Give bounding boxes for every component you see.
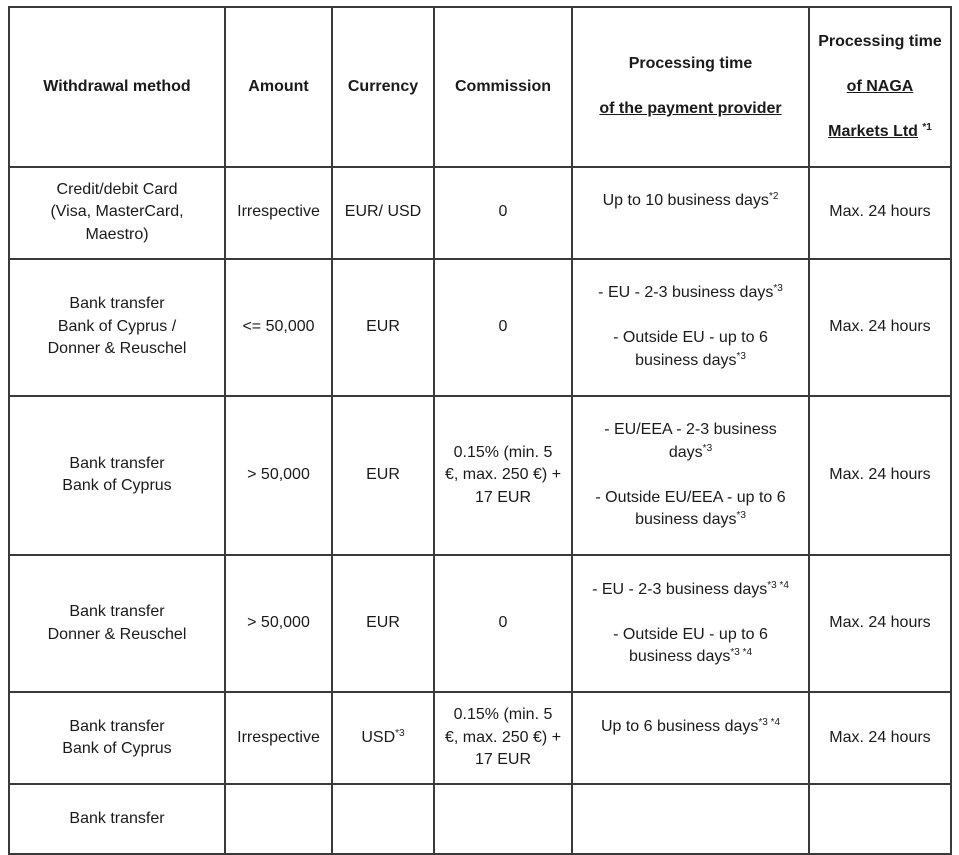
cell-withdrawal-method: Credit/debit Card (Visa, MasterCard, Maestro) [9, 167, 225, 259]
cell-amount: > 50,000 [225, 555, 332, 692]
provider-time-a-footnote: *3 *4 [758, 716, 781, 728]
provider-time-b-text: - Outside EU/EEA - up to 6 business days [595, 488, 786, 528]
cell-withdrawal-method: Bank transfer Bank of Cyprus [9, 692, 225, 784]
cell-provider-processing-time [572, 259, 809, 396]
provider-time-a-text: - EU/EEA - 2-3 business days [604, 421, 777, 461]
provider-time-b-footnote: *3 *4 [730, 647, 753, 658]
header-naga-time-footnote: *1 [922, 121, 932, 133]
header-provider-time-line1: Processing time [628, 55, 753, 72]
header-naga-time-line1: Processing time [818, 32, 942, 50]
table-body [9, 167, 951, 854]
provider-time-a-text: - EU - 2-3 business days [592, 580, 768, 598]
cell-currency [332, 167, 434, 259]
provider-time-a-text: - EU - 2-3 business days [598, 284, 774, 301]
cell-commission: 0.15% (min. 5 €, max. 250 €) + 17 EUR [434, 692, 572, 784]
cell-withdrawal-method: Bank transfer [9, 784, 225, 854]
cell-naga-processing-time: Max. 24 hours [809, 692, 951, 784]
table-header-row [9, 7, 951, 167]
currency-text: USD [361, 728, 396, 746]
provider-time-line-b [579, 327, 802, 372]
cell-amount [225, 784, 332, 854]
cell-naga-processing-time: Max. 24 hours [809, 555, 951, 692]
header-currency: Currency [332, 7, 434, 167]
header-naga-time-line3-text: Markets Ltd [828, 122, 918, 140]
cell-provider-processing-time [572, 167, 809, 259]
cell-currency [332, 396, 434, 556]
cell-currency [332, 555, 434, 692]
cell-amount: Irrespective [225, 167, 332, 259]
table-row [9, 784, 951, 854]
cell-withdrawal-method: Bank transfer Bank of Cyprus / Donner & Reuschel [9, 259, 225, 396]
table-row [9, 259, 951, 396]
cell-provider-processing-time [572, 555, 809, 692]
cell-commission: 0 [434, 167, 572, 259]
currency-text: EUR/ USD [344, 203, 422, 221]
currency-text: EUR [366, 317, 400, 335]
currency-text: EUR [366, 466, 400, 483]
cell-provider-processing-time [572, 396, 809, 556]
provider-time-a-footnote: *3 [773, 283, 783, 294]
provider-time-line-a [579, 716, 802, 739]
cell-amount: > 50,000 [225, 396, 332, 556]
provider-time-b-footnote: *3 [736, 350, 746, 362]
provider-time-b-text: - Outside EU - up to 6 business days [613, 625, 768, 665]
cell-withdrawal-method: Bank transfer Bank of Cyprus [9, 396, 225, 556]
provider-time-line-b [579, 487, 802, 532]
cell-naga-processing-time: Max. 24 hours [809, 167, 951, 259]
provider-time-line-b [579, 624, 802, 669]
provider-time-a-footnote: *2 [768, 191, 779, 202]
cell-commission [434, 784, 572, 854]
cell-amount: <= 50,000 [225, 259, 332, 396]
cell-naga-processing-time [809, 784, 951, 854]
table-row [9, 555, 951, 692]
header-provider-processing-time [572, 7, 809, 167]
currency-text: EUR [366, 614, 400, 632]
provider-time-line-a [579, 190, 802, 213]
cell-commission: 0 [434, 259, 572, 396]
provider-time-line-a [579, 282, 802, 305]
table-row [9, 396, 951, 556]
header-naga-time-line3 [816, 121, 944, 144]
cell-commission: 0 [434, 555, 572, 692]
provider-time-a-text: Up to 6 business days [600, 717, 759, 735]
header-provider-time-line2: of the payment provider [599, 100, 782, 117]
cell-withdrawal-method: Bank transfer Donner & Reuschel [9, 555, 225, 692]
cell-currency [332, 259, 434, 396]
cell-naga-processing-time: Max. 24 hours [809, 396, 951, 556]
cell-currency [332, 784, 434, 854]
provider-time-a-footnote: *3 *4 [767, 579, 789, 591]
provider-time-line-a [579, 419, 802, 464]
cell-provider-processing-time [572, 784, 809, 854]
provider-time-line-a [579, 579, 802, 602]
provider-time-a-text: Up to 10 business days [602, 192, 769, 209]
table-row [9, 692, 951, 784]
cell-naga-processing-time: Max. 24 hours [809, 259, 951, 396]
withdrawal-methods-table [8, 6, 952, 855]
cell-currency [332, 692, 434, 784]
cell-provider-processing-time [572, 692, 809, 784]
provider-time-a-footnote: *3 [702, 442, 713, 454]
cell-commission: 0.15% (min. 5 €, max. 250 €) + 17 EUR [434, 396, 572, 556]
table-row [9, 167, 951, 259]
header-naga-time-line2: of NAGA [846, 77, 914, 95]
cell-amount: Irrespective [225, 692, 332, 784]
header-withdrawal-method: Withdrawal method [9, 7, 225, 167]
provider-time-b-footnote: *3 [736, 510, 746, 521]
header-commission: Commission [434, 7, 572, 167]
provider-time-b-text: - Outside EU - up to 6 business days [613, 329, 768, 369]
header-amount: Amount [225, 7, 332, 167]
header-naga-processing-time [809, 7, 951, 167]
currency-footnote: *3 [395, 727, 405, 739]
